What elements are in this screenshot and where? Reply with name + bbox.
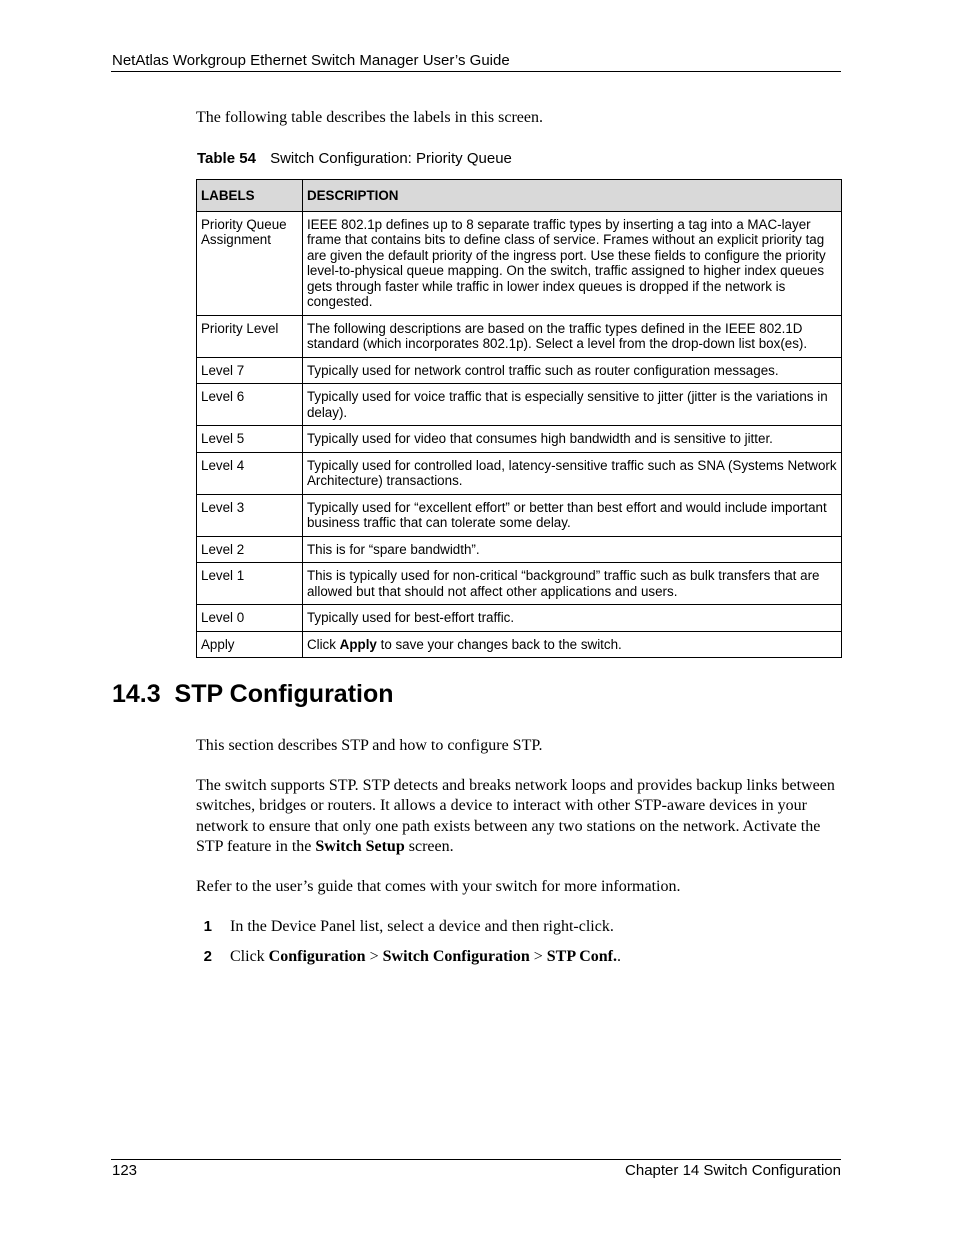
- row-description: [302, 631, 841, 658]
- row-description: Typically used for controlled load, latency-sensitive traffic such as SNA (Systems Network Architecture) transactions.: [302, 452, 841, 494]
- row-description: Typically used for voice traffic that is especially sensitive to jitter (jitter is the variations in delay).: [302, 384, 841, 426]
- apply-desc-pre: Click: [306, 636, 340, 652]
- row-label: Level 0: [197, 605, 303, 632]
- footer-rule: [111, 1159, 841, 1160]
- row-label: Level 6: [197, 384, 303, 426]
- table-row: [197, 494, 842, 536]
- row-description: The following descriptions are based on the traffic types defined in the IEEE 802.1D standard (which incorporates 802.1p). Select a level from the drop-down list box(es).: [302, 315, 841, 357]
- section-paragraph-1: This section describes STP and how to configure STP.: [196, 737, 543, 754]
- page-number: 123: [112, 1162, 138, 1179]
- step-text-end: .: [617, 948, 622, 965]
- table-row: [197, 605, 842, 632]
- row-label: Apply: [197, 631, 303, 658]
- step-text-pre: Click: [230, 948, 269, 965]
- table-row: [197, 357, 842, 384]
- table-row: [197, 536, 842, 563]
- row-description: This is typically used for non-critical “background” traffic such as bulk transfers that are allowed but that should not affect other applications and users.: [302, 563, 841, 605]
- section-paragraph-2: [196, 776, 836, 858]
- menu-path-stp-conf: STP Conf.: [546, 948, 618, 965]
- row-label: Priority Level: [197, 315, 303, 357]
- paragraph-2-bold: Switch Setup: [315, 838, 405, 856]
- row-label: Level 3: [197, 494, 303, 536]
- section-title: 14.3 STP Configuration: [112, 680, 394, 708]
- menu-path-configuration: Configuration: [268, 948, 366, 965]
- table-caption-label: Table 54: [197, 150, 256, 167]
- column-header-labels: LABELS: [197, 180, 303, 212]
- row-label: Level 7: [197, 357, 303, 384]
- paragraph-2-end: screen.: [404, 838, 454, 856]
- table-row: [197, 452, 842, 494]
- row-description: Typically used for “excellent effort” or better than best effort and would include important business traffic that can tolerate some delay.: [302, 494, 841, 536]
- row-label: Level 4: [197, 452, 303, 494]
- table-caption: [197, 150, 512, 167]
- table-row: [197, 563, 842, 605]
- header-rule: [111, 71, 841, 72]
- intro-paragraph: The following table describes the labels in this screen.: [196, 109, 544, 126]
- step-1: [196, 918, 614, 936]
- row-description: Typically used for network control traffic such as router configuration messages.: [302, 357, 841, 384]
- step-number: 1: [203, 918, 212, 935]
- row-description: Typically used for video that consumes high bandwidth and is sensitive to jitter.: [302, 426, 841, 453]
- step-number: 2: [203, 948, 212, 965]
- row-description: IEEE 802.1p defines up to 8 separate traffic types by inserting a tag into a MAC-layer frame that contains bits to define class of service. Frames without an explicit priority tag are given the default priority of the ingress port. Use these fields to configure the priority level-to-physical queue mapping. On the switch, traffic assigned to higher index queues gets through faster while traffic in lower index queues is dropped if the network is congested.: [302, 211, 841, 315]
- labels-table: [196, 179, 842, 658]
- menu-path-separator: >: [529, 948, 547, 965]
- menu-path-switch-configuration: Switch Configuration: [382, 948, 530, 965]
- chapter-title: Chapter 14 Switch Configuration: [625, 1162, 841, 1179]
- table-row: [197, 315, 842, 357]
- running-header: NetAtlas Workgroup Ethernet Switch Manager User’s Guide: [112, 52, 510, 69]
- row-description: Typically used for best-effort traffic.: [302, 605, 841, 632]
- menu-path-separator: >: [365, 948, 383, 965]
- row-label: Priority Queue Assignment: [197, 211, 303, 315]
- table-caption-text: Switch Configuration: Priority Queue: [270, 150, 512, 167]
- apply-desc-bold: Apply: [339, 636, 377, 652]
- step-2: [196, 948, 621, 966]
- section-paragraph-3: Refer to the user’s guide that comes with your switch for more information.: [196, 878, 681, 895]
- row-description: This is for “spare bandwidth”.: [302, 536, 841, 563]
- row-label: Level 5: [197, 426, 303, 453]
- column-header-description: DESCRIPTION: [302, 180, 841, 212]
- table-row: [197, 426, 842, 453]
- apply-desc-post: to save your changes back to the switch.: [376, 636, 622, 652]
- row-label: Level 1: [197, 563, 303, 605]
- paragraph-2-text: The switch supports STP. STP detects and breaks network loops and provides backup links between switches, bridges or routers. It allows a device to interact with other STP-aware devices in your network to ensure that only one path exists between any two stations on the network. Activate the STP feature in the: [196, 777, 835, 856]
- table-row: [197, 631, 842, 658]
- table-row: [197, 211, 842, 315]
- table-row: [197, 384, 842, 426]
- table-header-row: [197, 180, 842, 212]
- row-label: Level 2: [197, 536, 303, 563]
- step-text: In the Device Panel list, select a device and then right-click.: [230, 918, 614, 935]
